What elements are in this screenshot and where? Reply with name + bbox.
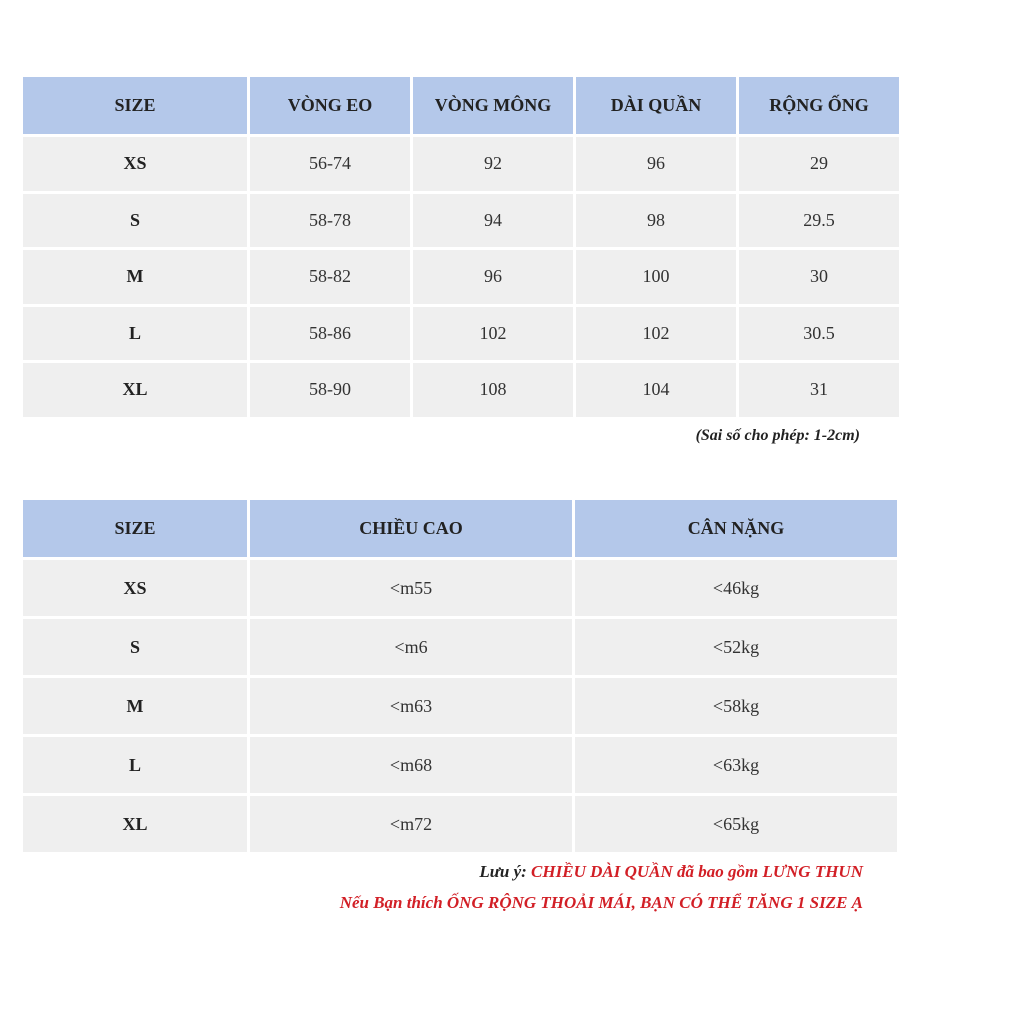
table-cell: 58-86 xyxy=(250,307,410,361)
note-line-1 xyxy=(200,862,863,882)
table-cell: 58-82 xyxy=(250,250,410,304)
table-header-row xyxy=(23,500,897,557)
table-cell: 104 xyxy=(576,363,736,417)
table-cell: <m72 xyxy=(250,796,572,852)
header-size: SIZE xyxy=(23,500,247,557)
table-cell: 102 xyxy=(576,307,736,361)
note-text-1: CHIỀU DÀI QUẦN đã bao gồm LƯNG THUN xyxy=(531,862,863,881)
size-cell: XL xyxy=(23,363,247,417)
size-cell: XS xyxy=(23,560,247,616)
table-row xyxy=(23,137,899,191)
size-cell: L xyxy=(23,737,247,793)
tolerance-note: (Sai số cho phép: 1-2cm) xyxy=(695,427,860,444)
height-weight-table xyxy=(20,497,900,855)
note-label: Lưu ý: xyxy=(479,862,532,881)
header-weight: CÂN NẶNG xyxy=(575,500,897,557)
table-cell: <m63 xyxy=(250,678,572,734)
table-row xyxy=(23,619,897,675)
table-row xyxy=(23,560,897,616)
table-row xyxy=(23,737,897,793)
table-cell: <65kg xyxy=(575,796,897,852)
table-cell: 58-90 xyxy=(250,363,410,417)
table-cell: <63kg xyxy=(575,737,897,793)
size-cell: M xyxy=(23,250,247,304)
table-cell: 31 xyxy=(739,363,899,417)
table-row xyxy=(23,678,897,734)
table-cell: 108 xyxy=(413,363,573,417)
table-cell: 58-78 xyxy=(250,194,410,248)
header-hip: VÒNG MÔNG xyxy=(413,77,573,134)
table-row xyxy=(23,250,899,304)
table-row xyxy=(23,194,899,248)
table-cell: <46kg xyxy=(575,560,897,616)
table-cell: 29 xyxy=(739,137,899,191)
header-waist: VÒNG EO xyxy=(250,77,410,134)
header-height: CHIỀU CAO xyxy=(250,500,572,557)
table-header-row xyxy=(23,77,899,134)
table-cell: 30.5 xyxy=(739,307,899,361)
table-cell: 56-74 xyxy=(250,137,410,191)
table-cell: 102 xyxy=(413,307,573,361)
table-cell: 96 xyxy=(576,137,736,191)
table-row xyxy=(23,307,899,361)
table-cell: 29.5 xyxy=(739,194,899,248)
size-cell: L xyxy=(23,307,247,361)
table-row xyxy=(23,363,899,417)
table-cell: 100 xyxy=(576,250,736,304)
table-cell: 98 xyxy=(576,194,736,248)
note-line-2: Nếu Bạn thích ỐNG RỘNG THOẢI MÁI, BẠN CÓ THỂ TĂNG 1 SIZE Ạ xyxy=(339,893,863,912)
table-cell: <m55 xyxy=(250,560,572,616)
table-cell: 30 xyxy=(739,250,899,304)
table-cell: <m68 xyxy=(250,737,572,793)
size-cell: XS xyxy=(23,137,247,191)
measurements-table xyxy=(20,74,902,420)
table-cell: <m6 xyxy=(250,619,572,675)
table-cell: <58kg xyxy=(575,678,897,734)
table-cell: 92 xyxy=(413,137,573,191)
table-cell: 94 xyxy=(413,194,573,248)
size-cell: S xyxy=(23,194,247,248)
header-size: SIZE xyxy=(23,77,247,134)
header-leg-width: RỘNG ỐNG xyxy=(739,77,899,134)
table-cell: 96 xyxy=(413,250,573,304)
table-row xyxy=(23,796,897,852)
header-pants-length: DÀI QUẦN xyxy=(576,77,736,134)
size-cell: XL xyxy=(23,796,247,852)
size-cell: M xyxy=(23,678,247,734)
size-cell: S xyxy=(23,619,247,675)
table-cell: <52kg xyxy=(575,619,897,675)
